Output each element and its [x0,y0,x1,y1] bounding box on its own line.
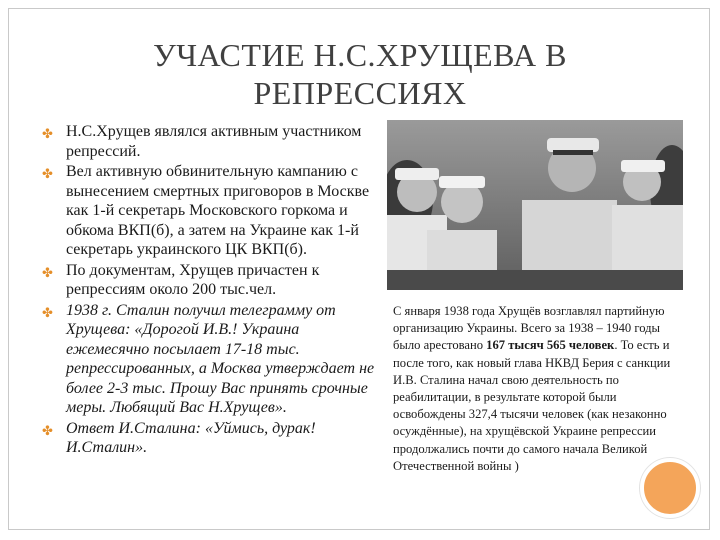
side-caption-part2: . То есть и после того, как новый глава НКВД Берия с санкции И.В. Сталина начал свою деятельность по реабилитации, в результате которой были освобождены 327,4 тысячи человек (как незаконно осуждённые), на хрущёвской Украине репрессии продолжались почти до самого начала Великой Отечественной войны ) [393,338,671,473]
decorative-circle [640,458,700,518]
title-line-2: РЕПРЕССИЯХ [253,75,467,111]
bullet-icon: ✤ [42,264,53,280]
bullet-icon: ✤ [42,304,53,320]
bullet-text: 1938 г. Сталин получил телеграмму от Хрущева: «Дорогой И.В.! Украина ежемесячно посылает 17-18 тыс. репрессированных, а Москва утверждает не более 2-3 тыс. Прошу Вас принять срочные меры. Любящий Вас Н.Хрущев». [66,301,375,416]
side-caption [393,303,683,475]
bullet-list [40,122,380,459]
slide-title [60,36,660,112]
bullet-item [40,419,380,458]
bullet-item [40,301,380,418]
bullet-icon: ✤ [42,166,53,181]
bullet-text: Н.С.Хрущев являлся активным участником репрессий. [66,123,362,160]
bullet-item [40,162,380,260]
bullet-text: Вел активную обвинительную кампанию с вынесением смертных приговоров в Москве как 1-й секретарь Московского горкома и обкома ВКП(б), а затем на Украине как 1-й секретарь украинского ЦК ВКП(б). [66,163,370,258]
bullet-icon: ✤ [42,422,53,438]
historical-photo [387,120,683,290]
bullet-icon: ✤ [42,126,53,141]
bullet-text: По документам, Хрущев причастен к репрессиям около 200 тыс.чел. [66,261,320,298]
photo-illustration [387,120,683,290]
bullet-item [40,261,380,300]
bullet-item [40,122,380,161]
title-line-1: УЧАСТИЕ Н.С.ХРУЩЕВА В [153,37,567,73]
side-caption-part1: С января 1938 года Хрущёв возглавлял партийную организацию Украины. Всего за 1938 – 1940 годы было арестовано [393,304,665,353]
side-caption-bold: 167 тысяч 565 человек [486,338,615,353]
bullet-text: Ответ И.Сталина: «Уймись, дурак! И.Сталин». [66,419,316,456]
